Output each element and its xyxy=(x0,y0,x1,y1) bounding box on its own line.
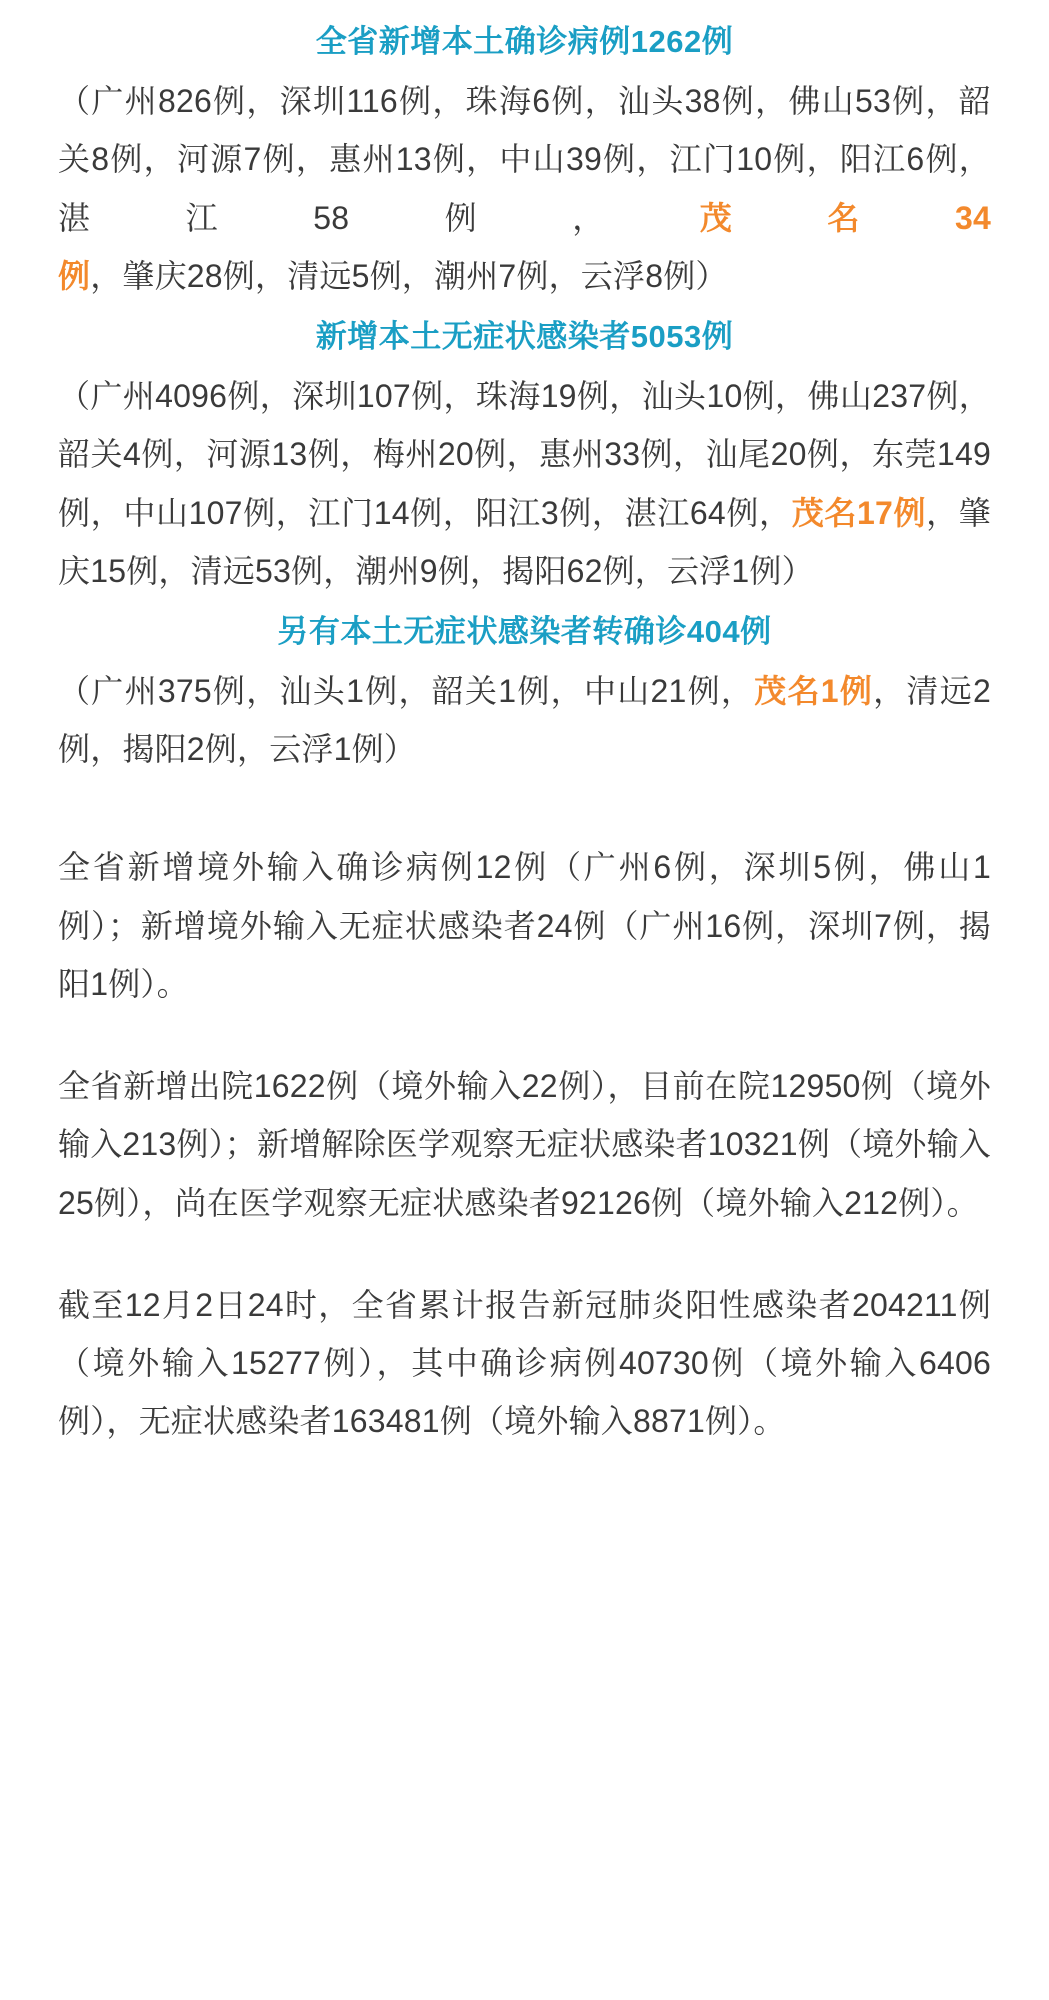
spacer xyxy=(58,1236,991,1276)
section-asymptomatic-to-confirmed xyxy=(58,608,991,779)
paragraph-cumulative: 截至12月2日24时，全省累计报告新冠肺炎阳性感染者204211例（境外输入15277例），其中确诊病例40730例（境外输入6406例），无症状感染者163481例（境外输入8871例）。 xyxy=(58,1286,991,1440)
spacer xyxy=(58,1017,991,1057)
section-highlight: 茂名17例 xyxy=(791,494,927,531)
section-body-after: ，清远2例，揭阳2例，云浮1例） xyxy=(58,673,991,768)
section-highlight: 茂名34例 xyxy=(58,199,991,294)
section-local-confirmed xyxy=(58,18,991,305)
section-heading: 新增本土无症状感染者5053例 xyxy=(315,318,734,354)
spacer xyxy=(58,782,991,838)
section-body-after: ，肇庆28例，清远5例，潮州7例，云浮8例） xyxy=(90,257,728,294)
section-body xyxy=(58,662,991,778)
section-heading: 另有本土无症状感染者转确诊404例 xyxy=(277,613,772,649)
section-body-before: （广州375例，汕头1例，韶关1例，中山21例， xyxy=(58,673,755,710)
section-body xyxy=(58,72,991,305)
section-local-asymptomatic xyxy=(58,313,991,600)
paragraph-discharged: 全省新增出院1622例（境外输入22例），目前在院12950例（境外输入213例）；新增解除医学观察无症状感染者10321例（境外输入25例），尚在医学观察无症状感染者92126例（境外输入212例）。 xyxy=(58,1068,991,1221)
section-body-before: （广州4096例，深圳107例，珠海19例，汕头10例，佛山237例，韶关4例，河源13例，梅州20例，惠州33例，汕尾20例，东莞149例，中山107例，江门14例，阳江3例，湛江64例， xyxy=(58,378,991,531)
paragraph-imported-cases: 全省新增境外输入确诊病例12例（广州6例，深圳5例，佛山1例）；新增境外输入无症状感染者24例（广州16例，深圳7例，揭阳1例）。 xyxy=(58,849,991,1002)
section-highlight: 茂名1例 xyxy=(754,673,874,710)
section-heading: 全省新增本土确诊病例1262例 xyxy=(315,24,734,59)
section-body-before: （广州826例，深圳116例，珠海6例，汕头38例，佛山53例，韶关8例，河源7例，惠州13例，中山39例，江门10例，阳江6例，湛江58例， xyxy=(58,83,991,236)
section-body-after: ，肇庆15例，清远53例，潮州9例，揭阳62例，云浮1例） xyxy=(58,494,991,589)
section-body xyxy=(58,367,991,600)
